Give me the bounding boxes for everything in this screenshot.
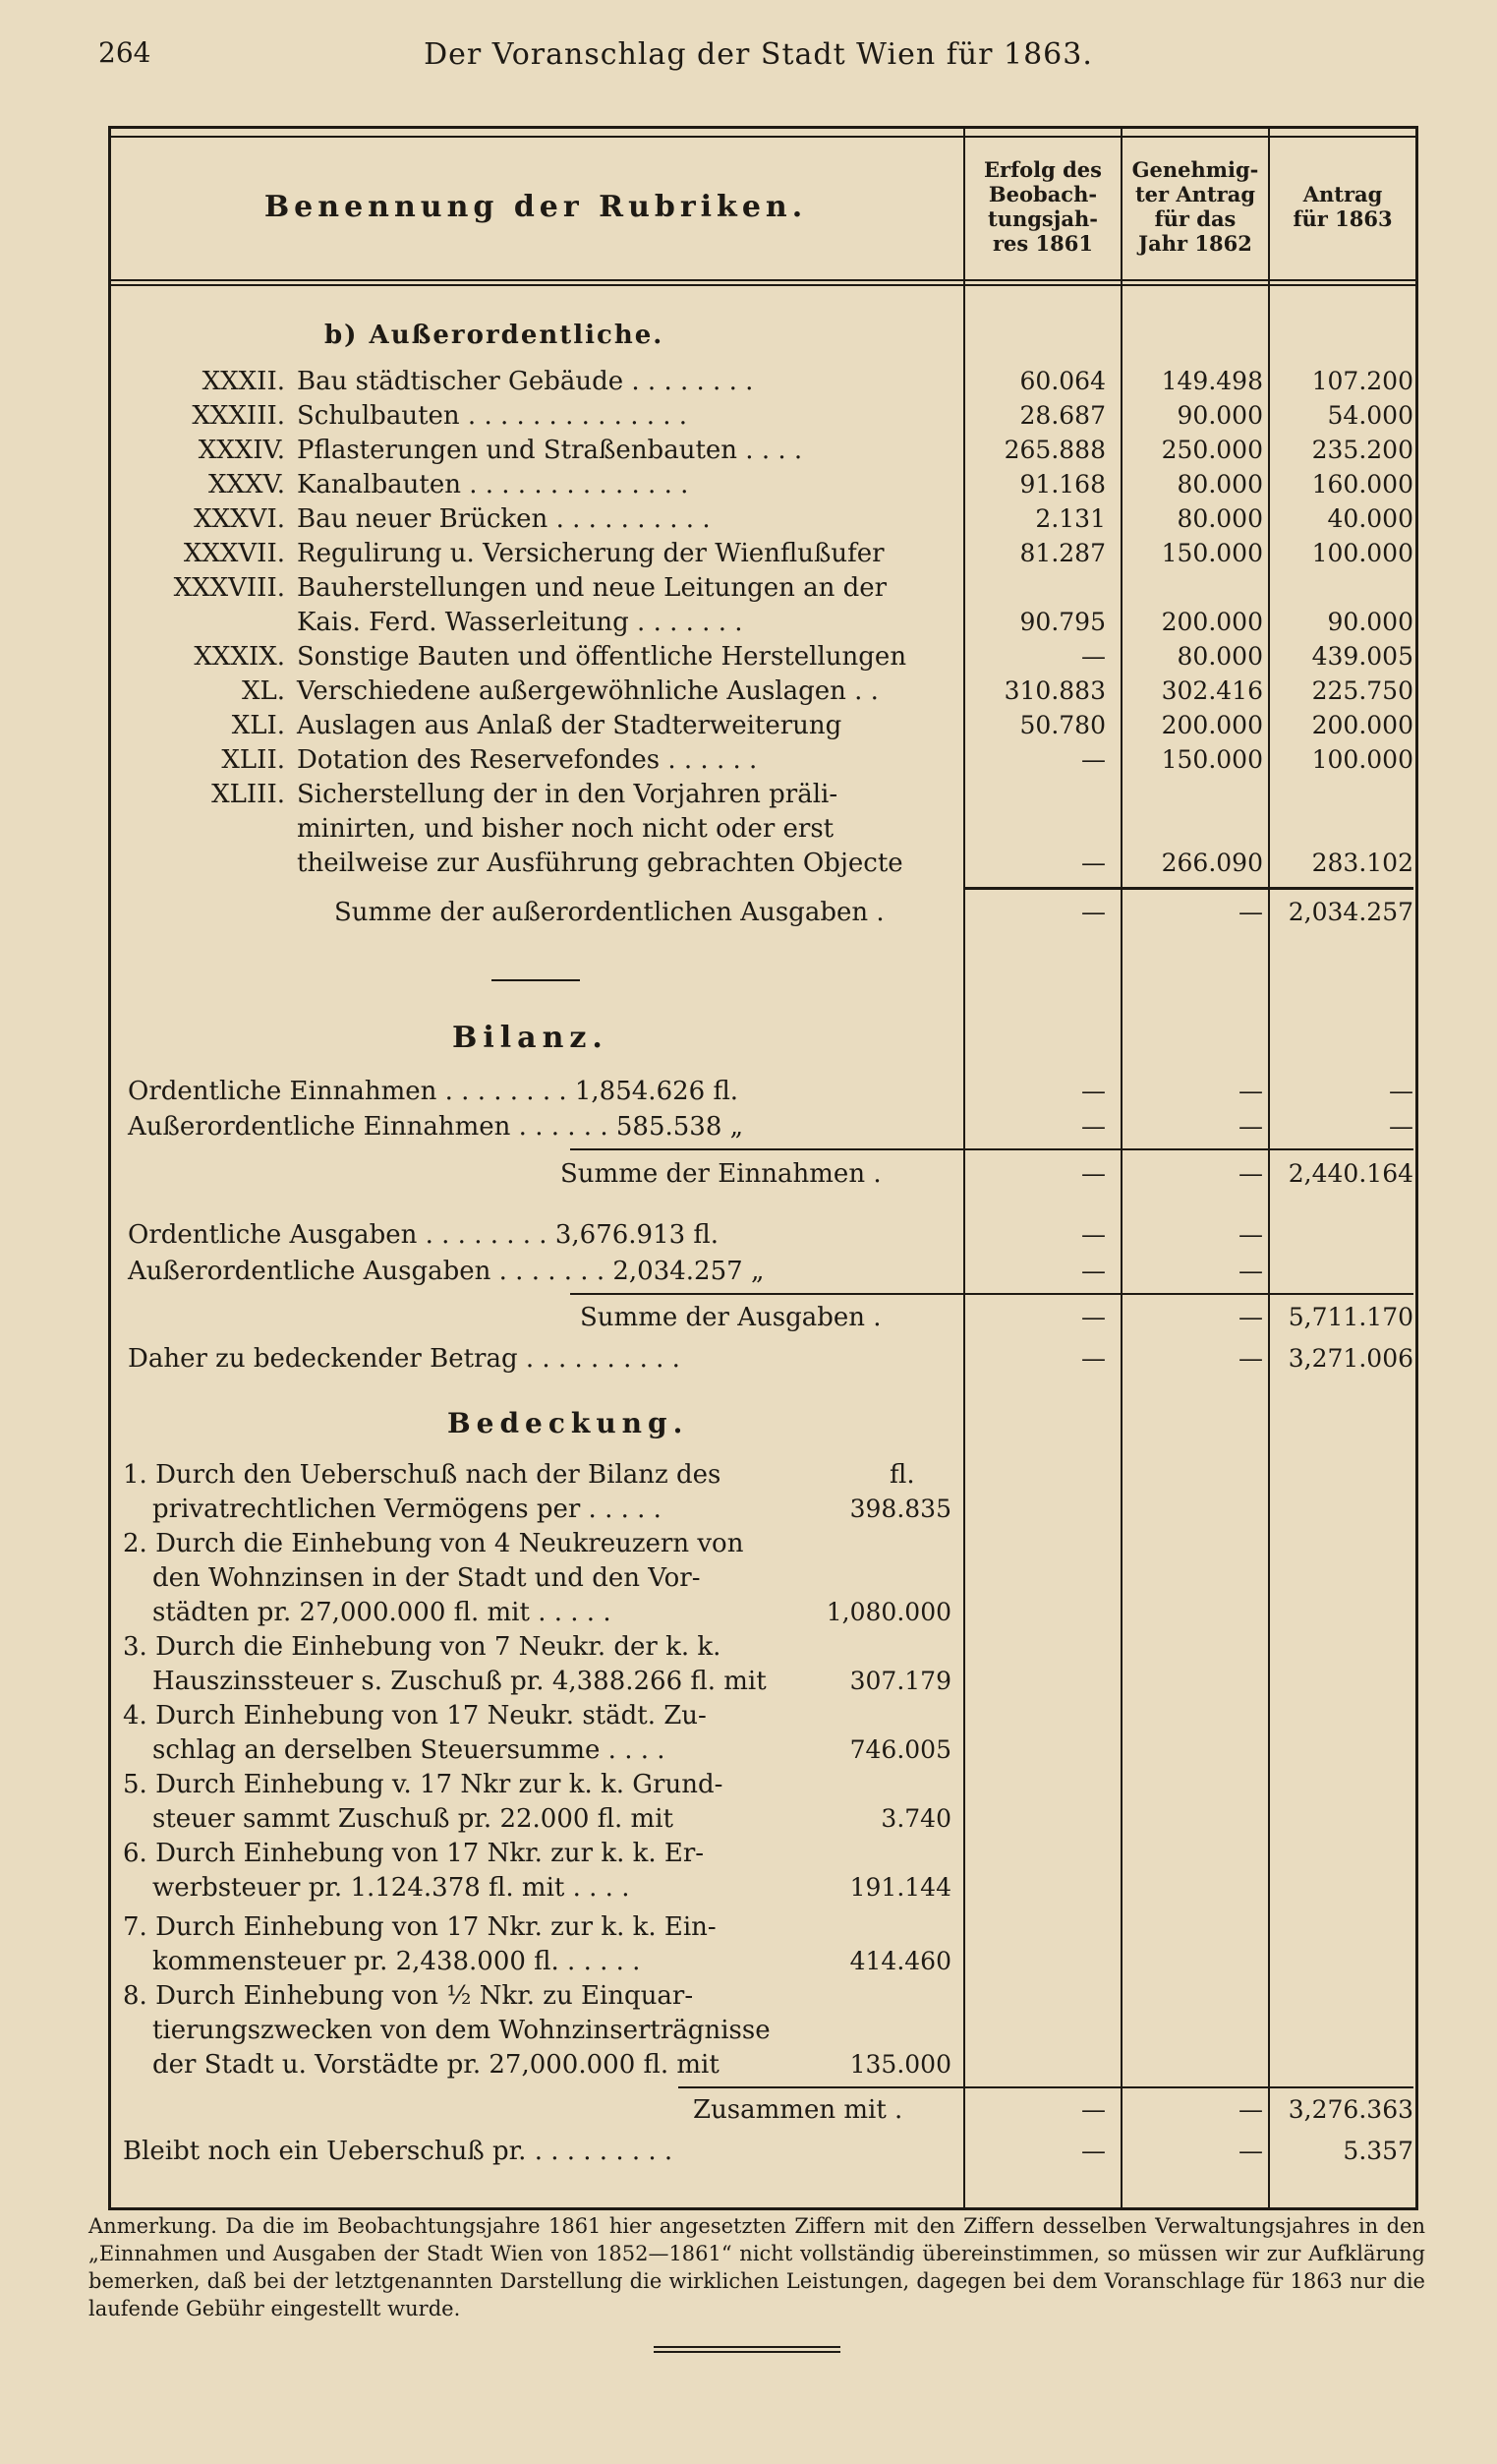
- header-rule-bottom: [111, 279, 1415, 281]
- row-label: Sicherstellung der in den Vorjahren präli-: [297, 780, 838, 809]
- sum-rule: [570, 1148, 1413, 1150]
- value-1861: —: [1081, 745, 1106, 774]
- value-1862: 80.000: [1177, 642, 1263, 671]
- zusammen-1862: —: [1238, 2095, 1263, 2124]
- section-heading: b) Außerordentliche.: [324, 321, 664, 350]
- value-1862: 90.000: [1177, 401, 1263, 430]
- value-1863: 90.000: [1327, 608, 1413, 636]
- value-1862: —: [1238, 1220, 1263, 1249]
- bedeckung-amount: 398.835: [849, 1495, 951, 1523]
- row-roman: XXXII.: [202, 367, 285, 396]
- bedeckung-item: 6. Durch Einhebung von 17 Nkr. zur k. k. Er-: [123, 1839, 705, 1868]
- bedeckung-item: 4. Durch Einhebung von 17 Neukr. städt. Zu-: [123, 1701, 707, 1731]
- value-1861: —: [1081, 1112, 1106, 1141]
- value-1861: —: [1081, 1344, 1106, 1373]
- value-1862: 80.000: [1177, 470, 1263, 499]
- row-label: Schulbauten . . . . . . . . . . . . . .: [297, 401, 688, 431]
- page-header: [98, 37, 1418, 87]
- value-1862: 200.000: [1161, 608, 1263, 636]
- sum-rule: [678, 2086, 1413, 2088]
- rubric-column-header: Benennung der Rubriken.: [263, 189, 808, 224]
- header-rule-bottom-2: [111, 284, 1415, 286]
- sum-1862: —: [1238, 898, 1263, 926]
- row-roman: XXXVI.: [194, 504, 285, 534]
- bedeckung-item-cont: den Wohnzinsen in der Stadt und den Vor-: [152, 1563, 701, 1593]
- value-1863: 160.000: [1311, 470, 1413, 499]
- sum-rule: [570, 1293, 1413, 1295]
- value-1862: —: [1238, 1159, 1263, 1188]
- value-1861: 310.883: [1004, 676, 1106, 705]
- value-1863: —: [1389, 1077, 1413, 1105]
- value-1861: 90.795: [1019, 608, 1106, 636]
- column-divider: [963, 129, 965, 2207]
- bedeckung-item: 8. Durch Einhebung von ½ Nkr. zu Einquar-: [123, 1981, 694, 2011]
- bedeckung-item-cont: werbsteuer pr. 1.124.378 fl. mit . . . .: [152, 1873, 630, 1903]
- value-1861: —: [1081, 1220, 1106, 1249]
- row-label: Sonstige Bauten und öffentliche Herstellungen: [297, 642, 907, 672]
- rest-1861: —: [1081, 2137, 1106, 2165]
- row-label: Auslagen aus Anlaß der Stadterweiterung: [297, 711, 842, 740]
- value-1862: 150.000: [1161, 745, 1263, 774]
- zusammen-1861: —: [1081, 2095, 1106, 2124]
- bedeckung-heading: Bedeckung.: [447, 1407, 689, 1439]
- value-1862: —: [1238, 1344, 1263, 1373]
- sum-1863: 2,034.257: [1288, 898, 1413, 926]
- bilanz-row: Ordentliche Einnahmen . . . . . . . . 1,854.626 fl.: [128, 1077, 739, 1106]
- row-label: Bauherstellungen und neue Leitungen an der: [297, 573, 888, 603]
- value-1863: 54.000: [1327, 401, 1413, 430]
- bedeckung-item-cont: der Stadt u. Vorstädte pr. 27,000.000 fl. mit: [152, 2050, 720, 2080]
- value-1863: 2,440.164: [1288, 1159, 1413, 1188]
- bedeckung-amount: 3.740: [881, 1804, 951, 1833]
- bedeckung-item: 7. Durch Einhebung von 17 Nkr. zur k. k. Ein-: [123, 1912, 717, 1942]
- value-1861: 91.168: [1019, 470, 1106, 499]
- row-label-cont: theilweise zur Ausführung gebrachten Objecte: [297, 849, 903, 878]
- rest-1862: —: [1238, 2137, 1263, 2165]
- value-1861: 60.064: [1019, 367, 1106, 395]
- value-1863: 3,271.006: [1288, 1344, 1413, 1373]
- value-1861: 2.131: [1035, 504, 1106, 533]
- value-1863: 100.000: [1311, 745, 1413, 774]
- value-1862: —: [1238, 1077, 1263, 1105]
- bedeckung-item: 1. Durch den Ueberschuß nach der Bilanz des: [123, 1460, 721, 1490]
- value-1861: 81.287: [1019, 539, 1106, 567]
- value-1861: —: [1081, 1159, 1106, 1188]
- sum-1861: —: [1081, 898, 1106, 926]
- end-rule-2: [654, 2351, 840, 2353]
- row-label: Kanalbauten . . . . . . . . . . . . . .: [297, 470, 689, 499]
- bedeckung-item-cont: privatrechtlichen Vermögens per . . . . .: [152, 1495, 662, 1524]
- bilanz-heading: Bilanz.: [452, 1021, 608, 1055]
- row-roman: XXXIII.: [192, 401, 285, 431]
- bilanz-row: Ordentliche Ausgaben . . . . . . . . 3,676.913 fl.: [128, 1220, 720, 1250]
- row-roman: XLIII.: [211, 780, 285, 809]
- value-1863: 225.750: [1311, 676, 1413, 705]
- row-label: Bau neuer Brücken . . . . . . . . . .: [297, 504, 711, 534]
- bedeckung-amount: 414.460: [849, 1947, 951, 1975]
- value-1861: —: [1081, 849, 1106, 877]
- rest-label: Bleibt noch ein Ueberschuß pr. . . . . . . . . .: [123, 2137, 673, 2166]
- rest-1863: 5.357: [1343, 2137, 1413, 2165]
- value-1863: 100.000: [1311, 539, 1413, 567]
- row-roman: XLI.: [231, 711, 285, 740]
- value-1861: —: [1081, 1257, 1106, 1285]
- value-1862: 150.000: [1161, 539, 1263, 567]
- value-1862: 200.000: [1161, 711, 1263, 739]
- sum-label: Summe der außerordentlichen Ausgaben .: [334, 898, 885, 927]
- value-1862: 266.090: [1161, 849, 1263, 877]
- sum-rule: [963, 887, 1413, 890]
- row-label: Dotation des Reservefondes . . . . . .: [297, 745, 758, 775]
- bedeckung-item-cont: Hauszinssteuer s. Zuschuß pr. 4,388.266 fl. mit: [152, 1667, 767, 1696]
- zusammen-1863: 3,276.363: [1288, 2095, 1413, 2124]
- column-divider: [1268, 129, 1270, 2207]
- footnote: Anmerkung. Da die im Beobachtungsjahre 1861 hier angesetzten Ziffern mit den Ziffern desselben Verwaltungsjahres in den „Einnahmen und Ausgaben der Stadt Wien von 1852—1861“ nicht vollständig übereinstimmen, so müssen wir zur Aufklärung bemerken, daß bei der letztgenannten Darstellung die wirklichen Leistungen, dagegen bei dem Voranschlage für 1863 nur die laufende Gebühr eingestellt wurde.: [88, 2214, 1425, 2320]
- section-divider: [491, 979, 580, 981]
- row-roman: XXXIX.: [194, 642, 285, 672]
- value-1862: —: [1238, 1112, 1263, 1141]
- value-1863: 107.200: [1311, 367, 1413, 395]
- row-label: Bau städtischer Gebäude . . . . . . . .: [297, 367, 754, 396]
- value-1861: 28.687: [1019, 401, 1106, 430]
- end-rule: [654, 2346, 840, 2348]
- bilanz-row: Summe der Einnahmen .: [560, 1159, 882, 1189]
- row-roman: XXXIV.: [198, 436, 285, 465]
- bilanz-row: Außerordentliche Einnahmen . . . . . . 585.538 „: [128, 1112, 744, 1142]
- value-1863: 5,711.170: [1288, 1303, 1413, 1331]
- value-1863: 200.000: [1311, 711, 1413, 739]
- row-roman: XLII.: [221, 745, 285, 775]
- column-divider: [1121, 129, 1123, 2207]
- bedeckung-item: 3. Durch die Einhebung von 7 Neukr. der k. k.: [123, 1632, 721, 1662]
- value-1861: —: [1081, 1303, 1106, 1331]
- row-roman: XXXVII.: [183, 539, 285, 568]
- zusammen-label: Zusammen mit .: [693, 2095, 903, 2125]
- value-1863: —: [1389, 1112, 1413, 1141]
- value-1863: 235.200: [1311, 436, 1413, 464]
- bedeckung-item-cont: tierungszwecken von dem Wohnzinserträgnisse: [152, 2016, 771, 2045]
- row-label: Regulirung u. Versicherung der Wienflußufer: [297, 539, 885, 568]
- value-1862: —: [1238, 1303, 1263, 1331]
- bilanz-row: Außerordentliche Ausgaben . . . . . . . 2,034.257 „: [128, 1257, 765, 1286]
- row-roman: XXXVIII.: [173, 573, 285, 603]
- value-1862: 149.498: [1161, 367, 1263, 395]
- bilanz-row: Daher zu bedeckender Betrag . . . . . . . . . .: [128, 1344, 680, 1374]
- bedeckung-amount: 307.179: [849, 1667, 951, 1695]
- bedeckung-amount: 135.000: [849, 2050, 951, 2079]
- value-1863: 283.102: [1311, 849, 1413, 877]
- col-header-1861: Erfolg des Beobach- tungsjah- res 1861: [984, 157, 1102, 256]
- bilanz-row: Summe der Ausgaben .: [580, 1303, 882, 1332]
- bedeckung-item-cont: steuer sammt Zuschuß pr. 22.000 fl. mit: [152, 1804, 673, 1834]
- currency-label: fl.: [890, 1460, 915, 1490]
- value-1861: —: [1081, 642, 1106, 671]
- bedeckung-amount: 1,080.000: [826, 1598, 951, 1626]
- value-1861: —: [1081, 1077, 1106, 1105]
- bedeckung-item: 2. Durch die Einhebung von 4 Neukreuzern von: [123, 1529, 744, 1558]
- value-1862: —: [1238, 1257, 1263, 1285]
- bedeckung-amount: 746.005: [849, 1735, 951, 1764]
- value-1862: 250.000: [1161, 436, 1263, 464]
- row-roman: XXXV.: [207, 470, 285, 499]
- value-1861: 265.888: [1004, 436, 1106, 464]
- row-label: Pflasterungen und Straßenbauten . . . .: [297, 436, 803, 465]
- value-1862: 80.000: [1177, 504, 1263, 533]
- row-label: Verschiedene außergewöhnliche Auslagen . .: [297, 676, 879, 706]
- row-roman: XL.: [241, 676, 285, 706]
- value-1863: 40.000: [1327, 504, 1413, 533]
- value-1861: 50.780: [1019, 711, 1106, 739]
- bedeckung-item: 5. Durch Einhebung v. 17 Nkr zur k. k. Grund-: [123, 1770, 723, 1799]
- value-1863: 439.005: [1311, 642, 1413, 671]
- page-title: Der Voranschlag der Stadt Wien für 1863.: [424, 37, 1093, 72]
- row-label-cont: Kais. Ferd. Wasserleitung . . . . . . .: [297, 608, 743, 637]
- bedeckung-amount: 191.144: [849, 1873, 951, 1902]
- value-1862: 302.416: [1161, 676, 1263, 705]
- bedeckung-item-cont: kommensteuer pr. 2,438.000 fl. . . . . .: [152, 1947, 641, 1976]
- bedeckung-item-cont: städten pr. 27,000.000 fl. mit . . . . .: [152, 1598, 611, 1627]
- col-header-1862: Genehmig- ter Antrag für das Jahr 1862: [1131, 157, 1259, 256]
- page-number: 264: [98, 36, 151, 69]
- bedeckung-item-cont: schlag an derselben Steuersumme . . . .: [152, 1735, 665, 1765]
- row-label-cont: minirten, und bisher noch nicht oder erst: [297, 814, 835, 844]
- col-header-1863: Antrag für 1863: [1293, 182, 1393, 231]
